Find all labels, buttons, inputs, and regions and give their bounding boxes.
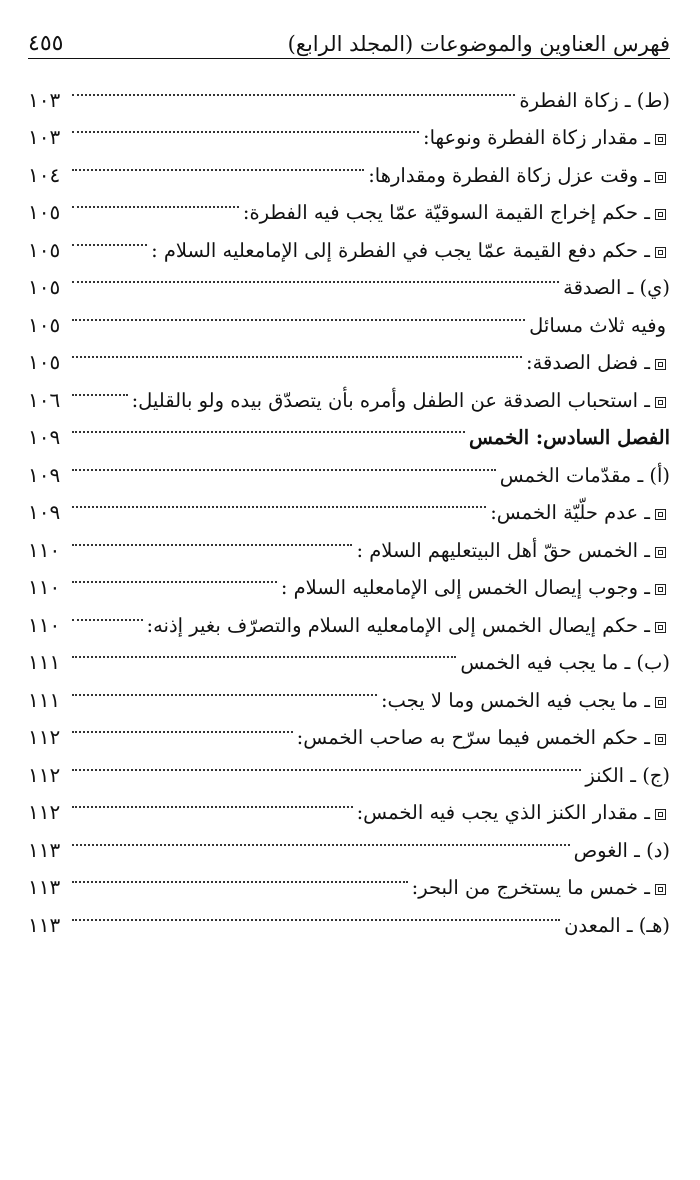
running-title: فهرس العناوين والموضوعات (المجلد الرابع)	[287, 32, 670, 56]
toc-page-number: ١٠٣	[28, 87, 61, 112]
dot-leader	[72, 669, 377, 707]
toc-entry-text: (ي) ـ الصدقة	[563, 276, 670, 299]
dot-leader	[72, 332, 522, 370]
toc-entry-title	[529, 307, 670, 345]
dot-leader	[72, 819, 570, 857]
dot-leader	[72, 519, 352, 557]
square-bullet-icon	[655, 247, 666, 258]
toc-page-number: ١١٣	[28, 912, 61, 937]
toc-page-number: ١١٢	[28, 725, 61, 749]
square-bullet-icon	[655, 134, 666, 145]
toc-entry-text: ـ عدم حلّيّة الخمس:	[490, 501, 650, 524]
square-bullet-icon	[655, 622, 666, 633]
toc-entry-title	[368, 157, 670, 195]
dot-leader	[72, 407, 465, 445]
toc-entry-title	[563, 269, 670, 307]
toc-page-number: ١١٠	[28, 575, 61, 599]
toc-entry-text: ـ فضل الصدقة:	[526, 351, 650, 374]
toc-page-number: ١٠٩	[28, 500, 61, 524]
toc-page-number: ١١٣	[28, 837, 61, 862]
toc-entry-text: ـ حكم إيصال الخمس إلى الإمامعليه السلام والتصرّف بغير إذنه:	[146, 613, 650, 637]
square-bullet-icon	[655, 734, 666, 745]
table-of-contents	[28, 69, 670, 937]
toc-entry-title	[500, 457, 670, 495]
square-bullet-icon	[655, 172, 666, 183]
toc-entry-text: (ط) ـ زكاة الفطرة	[519, 88, 670, 112]
toc-entry-text: ـ مقدار الكنز الذي يجب فيه الخمس:	[356, 801, 650, 824]
toc-entry-text: (د) ـ الغوص	[573, 838, 670, 862]
toc-entry-text: (ج) ـ الكنز	[585, 763, 670, 787]
dot-leader	[72, 707, 293, 745]
dot-leader	[72, 857, 408, 895]
toc-page-number: ١٠٥	[28, 237, 61, 262]
dot-leader	[72, 144, 364, 182]
toc-entry-text: (أ) ـ مقدّمات الخمس	[499, 463, 670, 487]
toc-page-number: ١١٠	[28, 537, 61, 562]
dot-leader	[72, 219, 147, 257]
toc-page-number: ١١٠	[28, 612, 61, 637]
toc-page-number: ١٠٤	[28, 162, 61, 187]
toc-page-number: ١٠٦	[28, 387, 61, 412]
toc-entry-title	[519, 82, 670, 120]
toc-entry-text: ـ مقدار زكاة الفطرة ونوعها:	[423, 126, 650, 149]
dot-leader	[72, 107, 419, 145]
toc-page-number: ١٠٥	[28, 350, 61, 374]
square-bullet-icon	[655, 359, 666, 370]
square-bullet-icon	[655, 209, 666, 220]
toc-entry	[28, 69, 670, 112]
toc-entry-title	[469, 419, 670, 457]
toc-entry-title	[381, 682, 670, 720]
dot-leader	[72, 294, 525, 332]
toc-entry-text: ـ ما يجب فيه الخمس وما لا يجب:	[380, 688, 650, 712]
toc-page-number: ١٠٩	[28, 425, 61, 449]
toc-entry-text: ـ وقت عزل زكاة الفطرة ومقدارها:	[368, 163, 650, 187]
toc-entry-title	[356, 532, 670, 570]
square-bullet-icon	[655, 884, 666, 895]
toc-entry-title	[460, 644, 670, 682]
dot-leader	[72, 182, 239, 220]
toc-entry-text: ـ حكم الخمس فيما سرّح به صاحب الخمس:	[296, 726, 650, 749]
square-bullet-icon	[655, 697, 666, 708]
dot-leader	[72, 482, 486, 520]
toc-entry-text: الفصل السادس: الخمس	[469, 426, 670, 449]
toc-page-number: ١١١	[28, 687, 61, 712]
dot-leader	[72, 894, 560, 932]
dot-leader	[72, 557, 277, 595]
toc-page-number: ١١٣	[28, 875, 61, 899]
document-page	[28, 24, 670, 937]
toc-page-number: ١٠٩	[28, 462, 61, 487]
dot-leader	[72, 69, 515, 107]
dot-leader	[72, 257, 559, 295]
toc-entry-title	[423, 119, 670, 157]
square-bullet-icon	[655, 584, 666, 595]
toc-entry-text: وفيه ثلاث مسائل	[529, 313, 666, 337]
toc-page-number: ١٠٣	[28, 125, 61, 149]
toc-entry-title	[574, 832, 670, 870]
toc-entry-text: ـ خمس ما يستخرج من البحر:	[411, 876, 650, 899]
toc-entry-title	[490, 494, 670, 532]
dot-leader	[72, 632, 456, 670]
page-number: ٤٥٥	[28, 31, 64, 56]
toc-entry-title	[281, 569, 670, 607]
toc-entry-text: ـ الخمس حقّ أهل البيتعليهم السلام :	[356, 538, 650, 562]
toc-entry-title	[243, 194, 670, 232]
toc-entry-text: ـ حكم إخراج القيمة السوقيّة عمّا يجب فيه الفطرة:	[242, 201, 650, 224]
toc-entry	[28, 782, 670, 824]
toc-page-number: ١١٢	[28, 800, 61, 824]
toc-page-number: ١٠٥	[28, 275, 61, 299]
square-bullet-icon	[655, 809, 666, 820]
square-bullet-icon	[655, 397, 666, 408]
square-bullet-icon	[655, 509, 666, 520]
square-bullet-icon	[655, 547, 666, 558]
toc-page-number: ١١١	[28, 650, 61, 674]
toc-entry	[28, 744, 670, 787]
toc-entry-text: ـ وجوب إيصال الخمس إلى الإمامعليه السلام :	[280, 576, 650, 599]
toc-page-number: ١٠٥	[28, 312, 61, 337]
toc-entry-title	[585, 757, 670, 795]
dot-leader	[72, 744, 581, 782]
dot-leader	[72, 369, 128, 407]
toc-entry-text: (هـ) ـ المعدن	[564, 913, 670, 937]
toc-entry-text: (ب) ـ ما يجب فيه الخمس	[460, 651, 670, 674]
toc-page-number: ١٠٥	[28, 200, 61, 224]
toc-entry-text: ـ استحباب الصدقة عن الطفل وأمره بأن يتصدّق بيده ولو بالقليل:	[131, 388, 650, 412]
toc-page-number: ١١٢	[28, 762, 61, 787]
toc-entry-text: ـ حكم دفع القيمة عمّا يجب في الفطرة إلى الإمامعليه السلام :	[151, 238, 650, 262]
dot-leader	[72, 444, 496, 482]
toc-entry-title	[526, 344, 670, 382]
dot-leader	[72, 594, 143, 632]
dot-leader	[72, 782, 353, 820]
page-header	[28, 24, 670, 59]
toc-entry-title	[564, 907, 670, 945]
